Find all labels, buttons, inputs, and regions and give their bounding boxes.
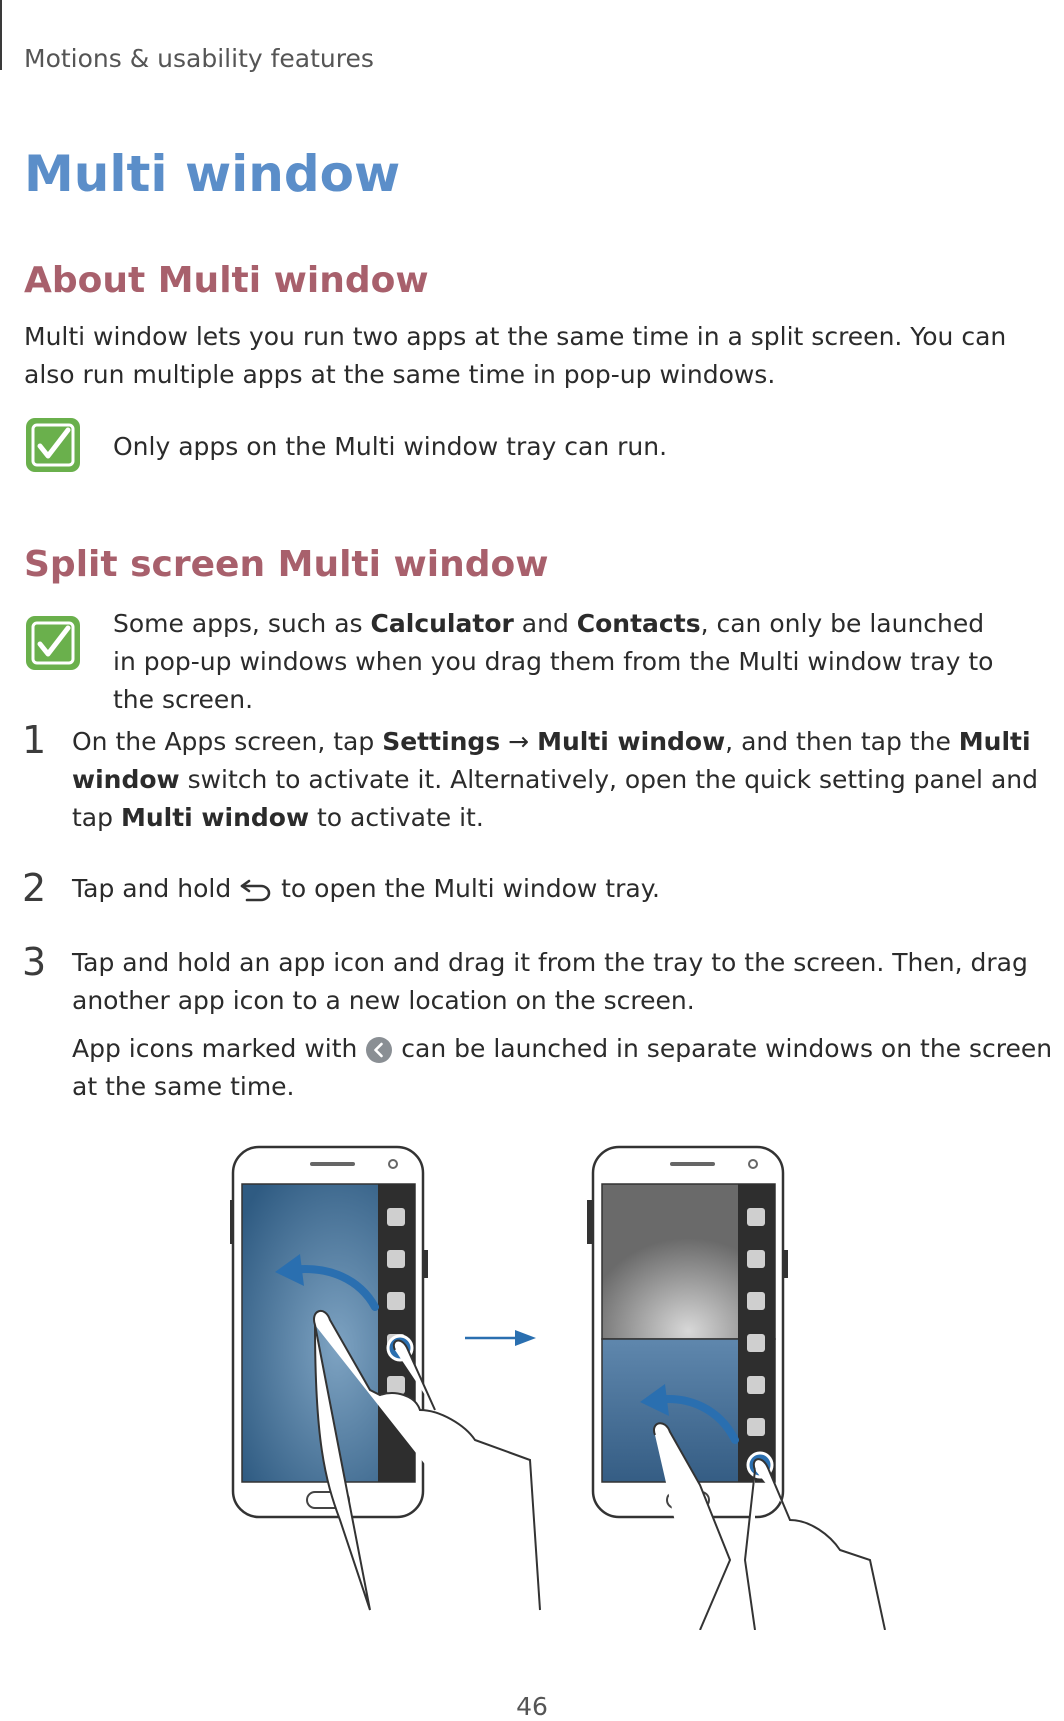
step-3-note: App icons marked with can be launched in separate windows on the screen at the same time. [72,1034,1053,1101]
step-number: 2 [22,866,47,910]
transition-arrowhead [515,1330,536,1346]
note-text: Only apps on the Multi window tray can run. [113,432,668,461]
step-3-text: Tap and hold an app icon and drag it from the tray to the screen. Then, drag another app icon to a new location on the screen. [72,948,1028,1015]
step-number: 3 [22,940,47,984]
about-paragraph: Multi window lets you run two apps at the same time in a split screen. You can also run multiple apps at the same time in pop-up windows. [24,322,1007,389]
multi-window-illustration [230,1140,970,1630]
note-check-icon [24,416,82,474]
back-icon [239,877,273,903]
phone-before [230,1147,540,1610]
split-note-text: Some apps, such as Calculator and Contacts, can only be launched in pop-up windows when you drag them from the Multi window tray to the screen. [113,609,994,714]
step-1-text: On the Apps screen, tap Settings → Multi window, and then tap the Multi window switch to activate it. Alternatively, open the quick setting panel and tap Multi window to activate it. [72,727,1038,832]
about-heading: About Multi window [24,260,429,301]
phone-after [587,1147,885,1630]
split-heading: Split screen Multi window [24,544,549,585]
step-number: 1 [22,718,47,762]
running-header: Motions & usability features [24,44,374,73]
step-2-text: Tap and hold to open the Multi window tray. [72,874,660,903]
page-margin-line [0,0,2,70]
multi-instance-icon [365,1036,393,1064]
page-number: 46 [516,1692,548,1721]
page-title: Multi window [24,145,401,203]
note-check-icon [24,614,82,672]
